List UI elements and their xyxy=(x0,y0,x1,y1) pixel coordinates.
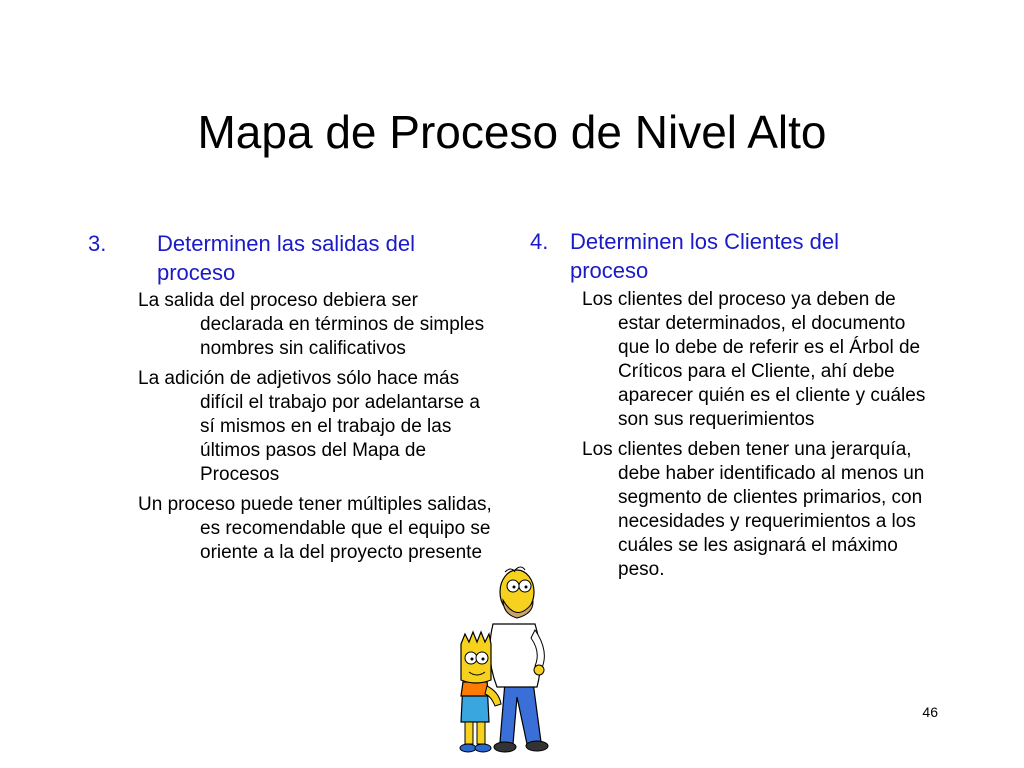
left-item: La adición de adjetivos sólo hace más difícil el trabajo por adelantarse a sí mismos en el trabajo de las últimos pasos del Mapa de Procesos xyxy=(138,368,480,485)
right-heading xyxy=(530,227,950,285)
left-heading xyxy=(88,229,508,287)
slide-title: Mapa de Proceso de Nivel Alto xyxy=(197,106,827,158)
left-sub-list xyxy=(138,289,498,565)
right-column xyxy=(530,227,950,588)
left-item: Un proceso puede tener múltiples salidas, es recomendable que el equipo se oriente a la del proyecto presente xyxy=(138,494,492,563)
left-heading-number: 3. xyxy=(88,231,107,256)
right-item: Los clientes del proceso ya deben de estar determinados, el documento que lo debe de referir es el Árbol de Críticos para el Cliente, ahí debe aparecer quién es el cliente y cuáles son sus requerimientos xyxy=(582,289,926,430)
left-column xyxy=(88,229,508,571)
right-heading-number: 4. xyxy=(530,229,549,254)
right-item: Los clientes deben tener una jerarquía, debe haber identificado al menos un segmento de clientes primarios, con necesidades y requerimientos a los cuáles se les asignará el máximo peso. xyxy=(582,439,925,580)
right-sub-list xyxy=(582,288,927,582)
cartoon-characters-illustration xyxy=(455,562,555,762)
page-number: 46 xyxy=(922,704,938,720)
left-heading-text: Determinen las salidas del proceso xyxy=(157,231,416,285)
right-heading-text: Determinen los Clientes del proceso xyxy=(570,229,840,283)
left-item: La salida del proceso debiera ser declarada en términos de simples nombres sin calificativos xyxy=(138,290,485,359)
